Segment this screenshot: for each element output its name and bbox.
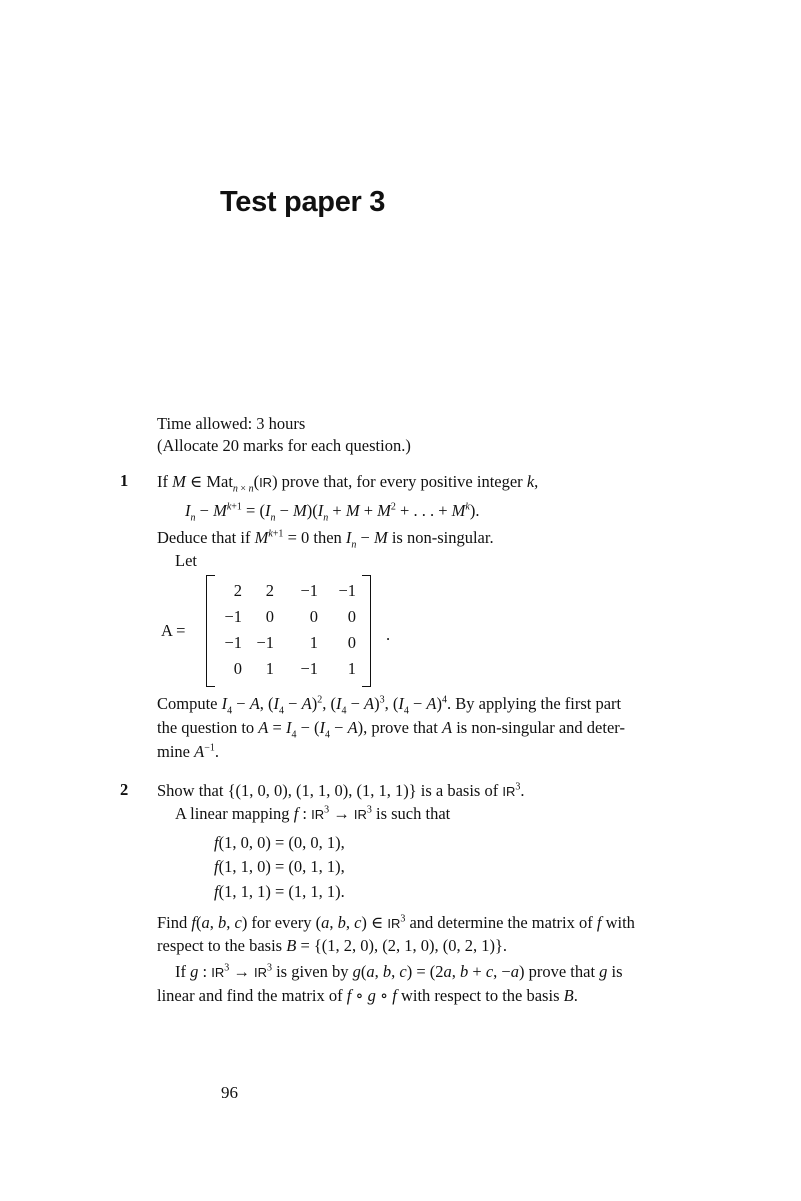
q2-basis: Show that {(1, 0, 0), (1, 1, 0), (1, 1, 1)} is a basis of $IR^3$. (157, 781, 525, 800)
question-2-number: 2 (120, 780, 129, 799)
q2-g: If g : $IR^3 \to IR^3$ is given by g(a, b, c) = (2a, b + c, −a) prove that g is (175, 962, 623, 981)
q2-respect: respect to the basis B = {(1, 2, 0), (2, 1, 0), (0, 2, 1)}. (157, 936, 508, 955)
page-number: 96 (221, 1083, 238, 1102)
q2-f3: f(1, 1, 1) = (1, 1, 1). (214, 882, 345, 901)
matrix-cell: 0 (309, 607, 318, 626)
q2-find: Find f(a, b, c) for every (a, b, c) ∈ $IR^3$ and determine the matrix of f with (157, 913, 635, 932)
q1-deduce: Deduce that if $M^{k+1} = 0$ then $I_n - M$ is non-singular. (157, 528, 494, 551)
matrix-cell: 0 (347, 607, 356, 626)
matrix-label: A = (161, 621, 186, 640)
matrix-cell: 0 (265, 607, 274, 626)
matrix-a (206, 575, 371, 687)
q2-f2: f(1, 1, 0) = (0, 1, 1), (214, 857, 345, 876)
matrix-cell: −1 (300, 659, 318, 678)
matrix-cell: 1 (347, 659, 356, 678)
matrix-period: . (386, 625, 391, 644)
q2-linear-map: A linear mapping f : $IR^3 \to IR^3$ is such that (175, 804, 451, 823)
q1-apply: the question to $A = I_4 - (I_4 - A)$, prove that A is non-singular and deter- (157, 718, 625, 741)
q2-composite: linear and find the matrix of f ∘ g ∘ f with respect to the basis B. (157, 986, 578, 1005)
q1-compute: Compute $I_4 - A$, $(I_4 - A)^2$, $(I_4 - A)^3$, $(I_4 - A)^4$. By applying the first part (157, 694, 622, 717)
time-allowed: Time allowed: 3 hours (157, 414, 306, 433)
matrix-cell: −1 (256, 633, 274, 652)
matrix-cell: −1 (338, 581, 356, 600)
matrix-cell: −1 (224, 633, 242, 652)
matrix-cell: −1 (300, 581, 318, 600)
q1-line-1: If M ∈ Mat$_{n \times n}$(IR) prove that, for every positive integer k, (157, 472, 539, 495)
matrix-cell: 1 (265, 659, 274, 678)
question-1-number: 1 (120, 471, 129, 490)
q1-identity: $I_n - M^{k+1} = (I_n - M)(I_n + M + M^2$ + . . . + $M^k$). (185, 501, 480, 524)
q1-let: Let (175, 551, 197, 570)
q2-f1: f(1, 0, 0) = (0, 0, 1), (214, 833, 345, 852)
page-title: Test paper 3 (220, 186, 386, 218)
matrix-cell: 0 (347, 633, 356, 652)
matrix-cell: 2 (233, 581, 242, 600)
matrix-cell: 1 (309, 633, 318, 652)
matrix-cell: −1 (224, 607, 242, 626)
matrix-cell: 2 (265, 581, 274, 600)
matrix-cell: 0 (233, 659, 242, 678)
q1-inverse: mine $A^{-1}$. (157, 742, 219, 761)
allocate-note: (Allocate 20 marks for each question.) (157, 436, 411, 455)
matrix-right-bracket (362, 575, 371, 687)
